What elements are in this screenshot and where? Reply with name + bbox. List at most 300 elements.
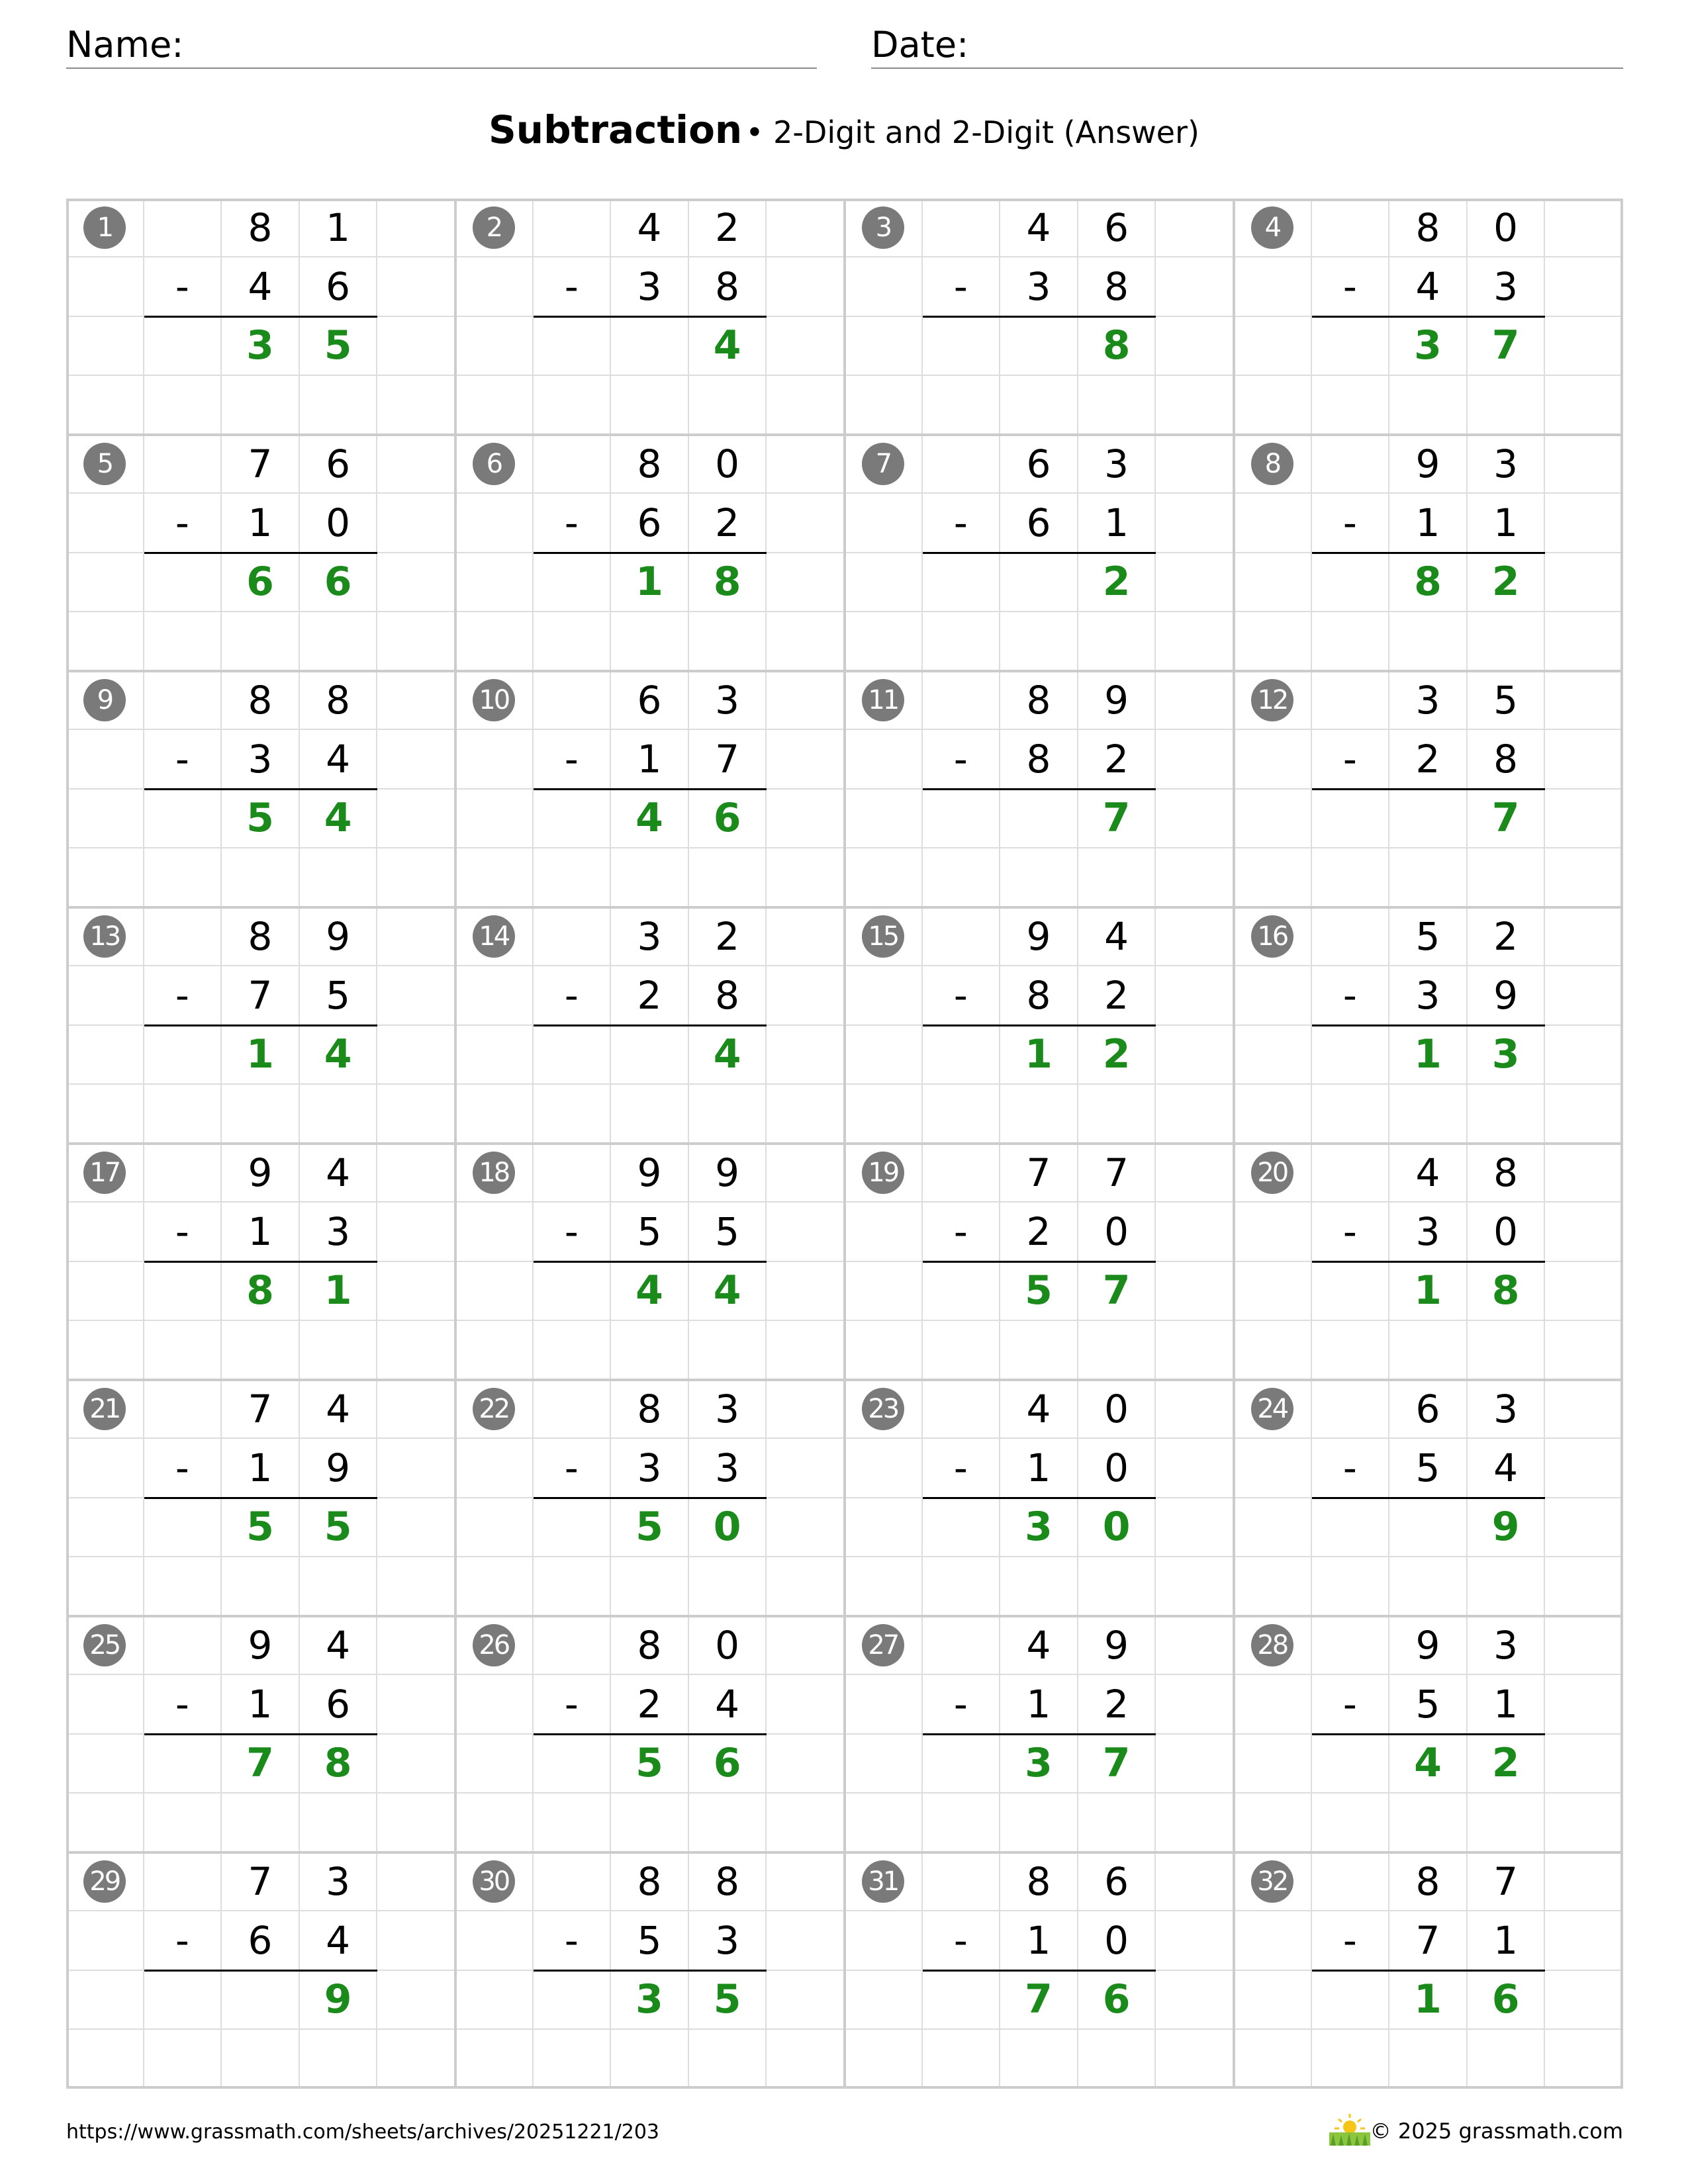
subtrahend-digit: 4	[300, 1911, 378, 1970]
answer-digit: 1	[1389, 1262, 1468, 1321]
title-main: Subtraction	[489, 107, 743, 152]
answer-digit: 2	[1468, 1735, 1546, 1794]
subtrahend-digit: 1	[1000, 1911, 1078, 1970]
minus-sign: -	[534, 730, 612, 789]
minuend-digit: 9	[1078, 1616, 1156, 1675]
minus-sign: -	[923, 494, 1001, 553]
page-title	[0, 106, 1688, 163]
grid-cell	[767, 257, 845, 316]
answer-digit: 4	[300, 790, 378, 848]
minus-sign: -	[923, 966, 1001, 1025]
problem-block	[1234, 671, 1623, 907]
problem-block	[66, 435, 455, 671]
grid-cell	[1234, 1203, 1312, 1261]
grid-cell	[377, 1911, 455, 1970]
grid-cell	[1234, 848, 1312, 907]
minuend-digit: 0	[689, 1616, 767, 1675]
problem-block	[845, 1380, 1234, 1616]
minuend-digit: 6	[1000, 435, 1078, 494]
grid-cell	[767, 199, 845, 257]
grid-cell	[845, 1498, 923, 1557]
problem-number-badge: 2	[473, 206, 515, 249]
minuend-digit: 3	[689, 1380, 767, 1439]
problem-number-badge: 1	[83, 206, 126, 249]
problem-number-badge: 17	[83, 1152, 126, 1194]
answer-digit: 4	[611, 1262, 689, 1321]
problem-number-badge: 29	[83, 1860, 126, 1903]
subtrahend-digit: 2	[1078, 1675, 1156, 1734]
answer-digit: 6	[1078, 1971, 1156, 2030]
minuend-digit: 9	[1389, 1616, 1468, 1675]
answer-digit: 8	[222, 1262, 300, 1321]
grid-cell	[66, 1794, 144, 1852]
minuend-digit: 2	[1468, 907, 1546, 966]
grid-cell	[923, 1735, 1001, 1794]
grid-cell	[1312, 1852, 1390, 1911]
answer-line	[1312, 1261, 1546, 1263]
grid-cell	[923, 1557, 1001, 1616]
subtrahend-digit: 3	[1389, 966, 1468, 1025]
grid-cell	[1545, 790, 1623, 848]
grid-cell	[845, 1616, 923, 1675]
grid-cell	[1234, 376, 1312, 435]
grid-cell	[534, 1085, 612, 1144]
subtrahend-digit: 2	[611, 1675, 689, 1734]
minus-sign: -	[1312, 1439, 1390, 1498]
grid-cell	[611, 2030, 689, 2089]
grid-cell	[767, 1852, 845, 1911]
grid-cell	[1234, 1616, 1312, 1675]
grid-cell	[1545, 1321, 1623, 1380]
minuend-digit: 9	[611, 1144, 689, 1203]
subtrahend-digit: 3	[611, 1439, 689, 1498]
grid-cell	[1156, 317, 1234, 376]
grid-cell	[611, 376, 689, 435]
grid-cell	[455, 1085, 534, 1144]
problem-block	[1234, 907, 1623, 1144]
subtrahend-digit: 0	[1468, 1203, 1546, 1261]
grid-cell	[923, 1794, 1001, 1852]
grid-cell	[1000, 376, 1078, 435]
minus-sign: -	[923, 1911, 1001, 1970]
answer-line	[144, 1024, 378, 1026]
grid-cell	[1000, 612, 1078, 671]
answer-line	[1312, 788, 1546, 790]
minuend-digit: 8	[1000, 671, 1078, 730]
subtrahend-digit: 3	[1389, 1203, 1468, 1261]
grid-cell	[144, 612, 222, 671]
grid-cell	[534, 790, 612, 848]
minus-sign: -	[1312, 1675, 1390, 1734]
minuend-digit: 0	[1078, 1380, 1156, 1439]
grid-cell	[1078, 1557, 1156, 1616]
grid-cell	[923, 1144, 1001, 1203]
minuend-digit: 0	[1468, 199, 1546, 257]
grid-cell	[845, 1321, 923, 1380]
grid-cell	[611, 1321, 689, 1380]
grid-cell	[845, 1144, 923, 1203]
grid-cell	[1312, 1794, 1390, 1852]
grid-cell	[66, 376, 144, 435]
grid-cell	[377, 1557, 455, 1616]
subtrahend-digit: 4	[300, 730, 378, 789]
minuend-digit: 7	[1000, 1144, 1078, 1203]
grid-cell	[1156, 257, 1234, 316]
subtrahend-digit: 2	[689, 494, 767, 553]
grid-cell	[1468, 612, 1546, 671]
grid-cell	[455, 1203, 534, 1261]
grid-cell	[767, 1262, 845, 1321]
grid-cell	[455, 1321, 534, 1380]
grid-cell	[455, 1794, 534, 1852]
problem-block	[455, 1380, 845, 1616]
grid-cell	[923, 790, 1001, 848]
answer-line	[1312, 316, 1546, 318]
grid-cell	[1389, 1321, 1468, 1380]
grid-cell	[66, 1971, 144, 2030]
answer-line	[144, 552, 378, 554]
minuend-digit: 1	[300, 199, 378, 257]
grid-cell	[923, 612, 1001, 671]
grass-sun-logo-icon	[1327, 2111, 1373, 2147]
minuend-digit: 7	[222, 1852, 300, 1911]
grid-cell	[144, 1735, 222, 1794]
grid-cell	[1468, 1794, 1546, 1852]
minuend-digit: 0	[689, 435, 767, 494]
subtrahend-digit: 4	[1468, 1439, 1546, 1498]
grid-cell	[1468, 1321, 1546, 1380]
grid-cell	[377, 966, 455, 1025]
grid-cell	[1234, 730, 1312, 789]
subtrahend-digit: 0	[1078, 1911, 1156, 1970]
answer-digit: 6	[689, 790, 767, 848]
subtrahend-digit: 1	[222, 1439, 300, 1498]
grid-cell	[1078, 1794, 1156, 1852]
answer-digit: 3	[1000, 1498, 1078, 1557]
minuend-digit: 3	[689, 671, 767, 730]
grid-cell	[767, 1557, 845, 1616]
subtrahend-digit: 1	[611, 730, 689, 789]
grid-cell	[144, 1557, 222, 1616]
grid-cell	[455, 1616, 534, 1675]
grid-cell	[1468, 848, 1546, 907]
grid-cell	[611, 1557, 689, 1616]
subtrahend-digit: 5	[1389, 1439, 1468, 1498]
grid-cell	[767, 848, 845, 907]
grid-cell	[845, 907, 923, 966]
grid-cell	[767, 1026, 845, 1085]
answer-digit: 6	[1468, 1971, 1546, 2030]
subtrahend-digit: 1	[1000, 1675, 1078, 1734]
block-divider-horizontal	[66, 1851, 1623, 1854]
answer-line	[923, 1497, 1156, 1499]
minuend-digit: 8	[222, 907, 300, 966]
grid-cell	[455, 1557, 534, 1616]
subtrahend-digit: 6	[1000, 494, 1078, 553]
answer-line	[534, 552, 767, 554]
grid-cell	[1545, 1794, 1623, 1852]
minuend-digit: 4	[300, 1616, 378, 1675]
grid-cell	[767, 1911, 845, 1970]
problem-block	[1234, 1852, 1623, 2089]
problem-block	[66, 1380, 455, 1616]
grid-cell	[767, 1321, 845, 1380]
grid-cell	[377, 553, 455, 612]
grid-cell	[455, 966, 534, 1025]
answer-digit: 3	[222, 317, 300, 376]
grid-cell	[1156, 1085, 1234, 1144]
grid-cell	[1545, 1026, 1623, 1085]
subtrahend-digit: 8	[1000, 730, 1078, 789]
answer-digit: 2	[1078, 1026, 1156, 1085]
grid-cell	[222, 612, 300, 671]
subtrahend-digit: 3	[611, 257, 689, 316]
problem-block	[455, 199, 845, 435]
answer-digit	[611, 1026, 689, 1085]
answer-digit: 5	[611, 1735, 689, 1794]
grid-cell	[144, 1616, 222, 1675]
grid-cell	[300, 2030, 378, 2089]
grid-cell	[1545, 1557, 1623, 1616]
problem-block	[66, 1852, 455, 2089]
grid-cell	[455, 1026, 534, 1085]
grid-cell	[767, 671, 845, 730]
subtrahend-digit: 1	[1468, 1675, 1546, 1734]
answer-line	[534, 788, 767, 790]
grid-cell	[1312, 317, 1390, 376]
grid-cell	[144, 317, 222, 376]
grid-cell	[1545, 1616, 1623, 1675]
minuend-digit: 9	[1000, 907, 1078, 966]
block-divider-horizontal	[66, 1379, 1623, 1381]
grid-cell	[845, 1675, 923, 1734]
minuend-digit: 4	[1389, 1144, 1468, 1203]
grid-cell	[767, 376, 845, 435]
minuend-digit: 9	[1389, 435, 1468, 494]
grid-cell	[923, 553, 1001, 612]
answer-digit: 8	[689, 553, 767, 612]
grid-cell	[1234, 1380, 1312, 1439]
grid-cell	[1234, 435, 1312, 494]
problem-number-badge: 19	[862, 1152, 904, 1194]
grid-cell	[1234, 1144, 1312, 1203]
date-label: Date:	[871, 24, 969, 66]
answer-line	[144, 1497, 378, 1499]
minuend-digit: 8	[300, 671, 378, 730]
answer-digit: 8	[1468, 1262, 1546, 1321]
problem-block	[845, 435, 1234, 671]
grid-cell	[534, 1321, 612, 1380]
grid-cell	[455, 1380, 534, 1439]
grid-cell	[689, 848, 767, 907]
grid-cell	[1234, 612, 1312, 671]
subtrahend-digit: 1	[1468, 494, 1546, 553]
minuend-digit: 6	[1078, 199, 1156, 257]
answer-digit: 5	[611, 1498, 689, 1557]
grid-cell	[300, 612, 378, 671]
minuend-digit: 5	[1389, 907, 1468, 966]
grid-cell	[1389, 612, 1468, 671]
problem-block	[66, 1144, 455, 1380]
grid-cell	[1545, 730, 1623, 789]
answer-line	[534, 1024, 767, 1026]
answer-digit: 2	[1468, 553, 1546, 612]
subtrahend-digit: 8	[689, 966, 767, 1025]
problem-number-badge: 8	[1251, 443, 1293, 485]
grid-cell	[534, 1380, 612, 1439]
minus-sign: -	[923, 1675, 1001, 1734]
minuend-digit: 6	[611, 671, 689, 730]
grid-cell	[1156, 1026, 1234, 1085]
answer-digit: 1	[300, 1262, 378, 1321]
minus-sign: -	[144, 1203, 222, 1261]
grid-cell	[144, 1321, 222, 1380]
answer-digit: 4	[611, 790, 689, 848]
grid-cell	[534, 376, 612, 435]
grid-cell	[1234, 1026, 1312, 1085]
grid-cell	[767, 1735, 845, 1794]
problem-number-badge: 30	[473, 1860, 515, 1903]
grid-cell	[1234, 1735, 1312, 1794]
answer-digit: 5	[222, 790, 300, 848]
problem-grid	[66, 199, 1623, 2089]
grid-cell	[1545, 1085, 1623, 1144]
grid-cell	[222, 1321, 300, 1380]
grid-cell	[767, 1203, 845, 1261]
minuend-digit: 4	[611, 199, 689, 257]
grid-cell	[767, 1085, 845, 1144]
grid-cell	[923, 1971, 1001, 2030]
grid-cell	[1234, 1971, 1312, 2030]
grid-cell	[377, 435, 455, 494]
minus-sign: -	[144, 1675, 222, 1734]
answer-digit: 7	[1468, 317, 1546, 376]
subtrahend-digit: 6	[611, 494, 689, 553]
grid-cell	[1234, 1794, 1312, 1852]
grid-cell	[923, 848, 1001, 907]
grid-cell	[377, 1144, 455, 1203]
answer-line	[144, 788, 378, 790]
minuend-digit: 3	[1078, 435, 1156, 494]
minuend-digit: 9	[689, 1144, 767, 1203]
minus-sign: -	[1312, 1203, 1390, 1261]
subtrahend-digit: 5	[611, 1203, 689, 1261]
minus-sign: -	[534, 494, 612, 553]
problem-block	[845, 671, 1234, 907]
grid-cell	[1389, 2030, 1468, 2089]
block-divider-horizontal	[66, 1615, 1623, 1617]
minuend-digit: 8	[611, 1852, 689, 1911]
grid-cell	[66, 1735, 144, 1794]
grid-cell	[1234, 790, 1312, 848]
minuend-digit: 7	[222, 1380, 300, 1439]
block-divider-horizontal	[66, 1142, 1623, 1145]
problem-block	[1234, 435, 1623, 671]
grid-cell	[1545, 1203, 1623, 1261]
grid-cell	[1545, 553, 1623, 612]
subtrahend-digit: 8	[1000, 966, 1078, 1025]
subtrahend-digit: 3	[1468, 257, 1546, 316]
subtrahend-digit: 7	[689, 730, 767, 789]
grid-cell	[1234, 553, 1312, 612]
grid-cell	[1312, 435, 1390, 494]
grid-cell	[1545, 1262, 1623, 1321]
grid-cell	[845, 1852, 923, 1911]
grid-cell	[1312, 1085, 1390, 1144]
problem-number-badge: 14	[473, 915, 515, 958]
grid-cell	[1312, 612, 1390, 671]
grid-cell	[377, 199, 455, 257]
grid-cell	[845, 1794, 923, 1852]
grid-cell	[923, 1085, 1001, 1144]
answer-line	[923, 788, 1156, 790]
grid-cell	[534, 671, 612, 730]
subtrahend-digit: 6	[300, 257, 378, 316]
minus-sign: -	[534, 1911, 612, 1970]
subtrahend-digit: 8	[1468, 730, 1546, 789]
subtrahend-digit: 8	[689, 257, 767, 316]
grid-cell	[377, 907, 455, 966]
grid-cell	[1156, 494, 1234, 553]
grid-cell	[845, 1026, 923, 1085]
grid-cell	[144, 1852, 222, 1911]
minus-sign: -	[923, 257, 1001, 316]
grid-cell	[845, 376, 923, 435]
minuend-digit: 3	[1468, 1616, 1546, 1675]
problem-block	[845, 199, 1234, 435]
subtrahend-digit: 1	[1000, 1439, 1078, 1498]
grid-cell	[845, 257, 923, 316]
answer-line	[534, 1970, 767, 1972]
grid-cell	[377, 376, 455, 435]
subtrahend-digit: 0	[1078, 1439, 1156, 1498]
grid-cell	[611, 848, 689, 907]
grid-cell	[689, 1794, 767, 1852]
minuend-digit: 3	[1468, 1380, 1546, 1439]
minuend-digit: 8	[611, 1616, 689, 1675]
grid-cell	[1234, 1321, 1312, 1380]
answer-digit: 8	[300, 1735, 378, 1794]
problem-number-badge: 31	[862, 1860, 904, 1903]
grid-cell	[767, 907, 845, 966]
grid-cell	[1234, 199, 1312, 257]
grid-cell	[1000, 1794, 1078, 1852]
grid-cell	[1234, 671, 1312, 730]
answer-digit	[611, 317, 689, 376]
problem-block	[66, 671, 455, 907]
subtrahend-digit: 9	[1468, 966, 1546, 1025]
grid-cell	[66, 1144, 144, 1203]
answer-digit: 7	[1078, 790, 1156, 848]
minus-sign: -	[144, 1911, 222, 1970]
answer-digit: 5	[300, 1498, 378, 1557]
grid-cell	[1312, 1971, 1390, 2030]
grid-cell	[144, 1026, 222, 1085]
grid-cell	[767, 1971, 845, 2030]
grid-cell	[1156, 1971, 1234, 2030]
grid-cell	[1234, 907, 1312, 966]
grid-cell	[377, 1321, 455, 1380]
problem-block	[455, 1616, 845, 1852]
grid-cell	[455, 553, 534, 612]
grid-cell	[534, 1026, 612, 1085]
subtrahend-digit: 8	[1078, 257, 1156, 316]
grid-cell	[66, 435, 144, 494]
grid-cell	[689, 612, 767, 671]
grid-cell	[845, 1262, 923, 1321]
problem-block	[1234, 199, 1623, 435]
answer-digit: 8	[1389, 553, 1468, 612]
